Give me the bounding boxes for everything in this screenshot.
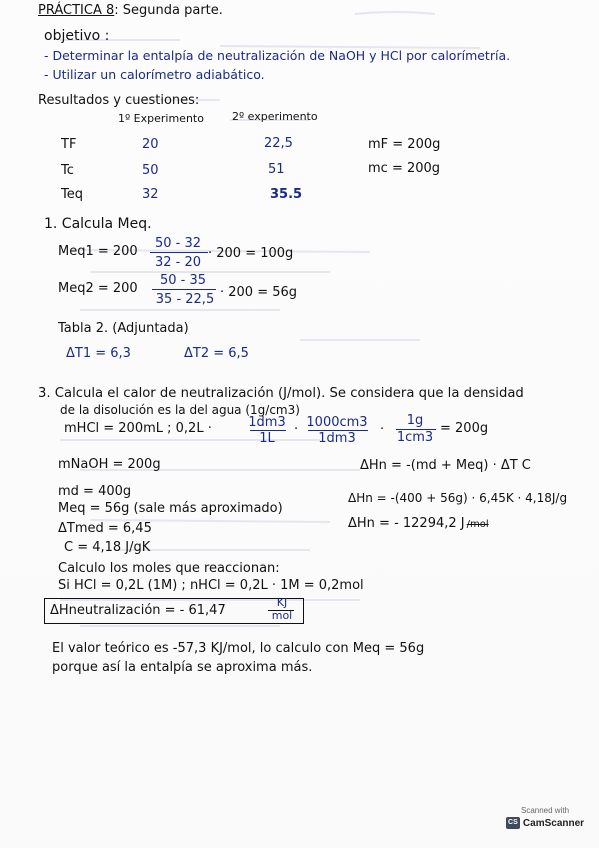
teq-exp1: 32 — [142, 187, 159, 202]
specific-heat: C = 4,18 J/gK — [64, 540, 151, 555]
mass-f: mF = 200g — [368, 137, 441, 152]
meq2-denominator: 35 - 22,5 — [155, 292, 215, 307]
times-2: · — [380, 422, 385, 437]
q3-title-line2: de la disolución es la del agua (1g/cm3) — [60, 403, 300, 417]
result-unit-numerator: KJ — [276, 596, 288, 609]
teq-exp2: 35.5 — [270, 187, 303, 202]
table-note: Tabla 2. (Adjuntada) — [58, 321, 189, 336]
factor3-denominator: 1cm3 — [396, 430, 434, 445]
objective-label: objetivo : — [44, 28, 110, 44]
meq-value: Meq = 56g (sale más aproximado) — [58, 501, 283, 516]
watermark-caption: Scanned with — [520, 806, 570, 815]
moles-calc: Si HCl = 0,2L (1M) ; nHCl = 0,2L · 1M = 0,2mol — [58, 578, 364, 593]
dhn-crossed-unit: /mol — [466, 519, 489, 530]
dhn-result-j: ΔHn = - 12294,2 J /mol — [348, 516, 489, 531]
dhn-substituted: ΔHn = -(400 + 56g) · 6,45K · 4,18J/g — [348, 491, 568, 505]
camscanner-logo-icon: CS — [506, 817, 520, 829]
camscanner-watermark — [501, 806, 589, 838]
meq2-lhs: Meq2 = 200 — [58, 281, 138, 296]
practice-title: PRÁCTICA 8: Segunda parte. — [38, 3, 223, 18]
conclusion-line-1: El valor teórico es -57,3 KJ/mol, lo calculo con Meq = 56g — [52, 641, 425, 656]
meq1-denominator: 32 - 20 — [154, 255, 202, 270]
q1-title: 1. Calcula Meq. — [44, 216, 152, 232]
factor1-denominator: 1L — [259, 431, 275, 446]
row-label-tc: Tc — [61, 163, 74, 178]
meq1-rhs: · 200 = 100g — [208, 246, 294, 261]
row-label-teq: Teq — [61, 187, 83, 202]
dhn-formula: ΔHn = -(md + Meq) · ΔT C — [360, 458, 531, 473]
delta-t-med: ΔTmed = 6,45 — [58, 521, 152, 536]
factor2-denominator: 1dm3 — [318, 431, 356, 446]
delta-t2: ΔT2 = 6,5 — [184, 346, 249, 361]
tc-exp2: 51 — [268, 162, 285, 177]
meq2-rhs: · 200 = 56g — [220, 285, 298, 300]
row-label-tf: TF — [61, 137, 77, 152]
q3-title: 3. Calcula el calor de neutralización (J/mol). Se considera que la densidad — [38, 386, 524, 401]
tc-exp1: 50 — [142, 163, 159, 178]
objective-item-1: - Determinar la entalpía de neutralización de NaOH y HCl por calorímetría. — [44, 48, 511, 63]
factor2-numerator: 1000cm3 — [306, 415, 368, 430]
watermark-name: CamScanner — [522, 817, 585, 829]
results-heading: Resultados y cuestiones: — [38, 93, 200, 108]
mass-naoh: mNaOH = 200g — [58, 457, 161, 472]
meq1-fraction-bar — [150, 252, 208, 253]
tf-exp1: 20 — [142, 137, 159, 152]
experiment-1-header: 1º Experimento — [118, 112, 204, 125]
meq1-lhs: Meq1 = 200 — [58, 244, 138, 259]
meq1-numerator: 50 - 32 — [154, 236, 202, 251]
mhcl-lhs: mHCl = 200mL ; 0,2L · — [64, 421, 212, 436]
objective-item-2: - Utilizar un calorímetro adiabático. — [44, 67, 265, 82]
factor3-numerator: 1g — [406, 413, 424, 428]
mass-c: mc = 200g — [368, 161, 441, 176]
meq2-numerator: 50 - 35 — [159, 273, 207, 288]
experiment-2-header: 2º experimento — [232, 110, 318, 123]
times-1: · — [294, 422, 299, 437]
conclusion-line-2: porque así la entalpía se aproxima más. — [52, 660, 313, 675]
tf-exp2: 22,5 — [264, 136, 293, 151]
result-unit-denominator: mol — [271, 609, 293, 622]
meq2-fraction-bar — [152, 289, 216, 290]
mass-d: md = 400g — [58, 484, 132, 499]
mhcl-rhs: = 200g — [440, 421, 489, 436]
factor1-numerator: 1dm3 — [248, 415, 286, 430]
moles-title: Calculo los moles que reaccionan: — [58, 561, 280, 576]
result-lhs: ΔHneutralización = - 61,47 — [50, 603, 226, 618]
delta-t1: ΔT1 = 6,3 — [66, 346, 131, 361]
